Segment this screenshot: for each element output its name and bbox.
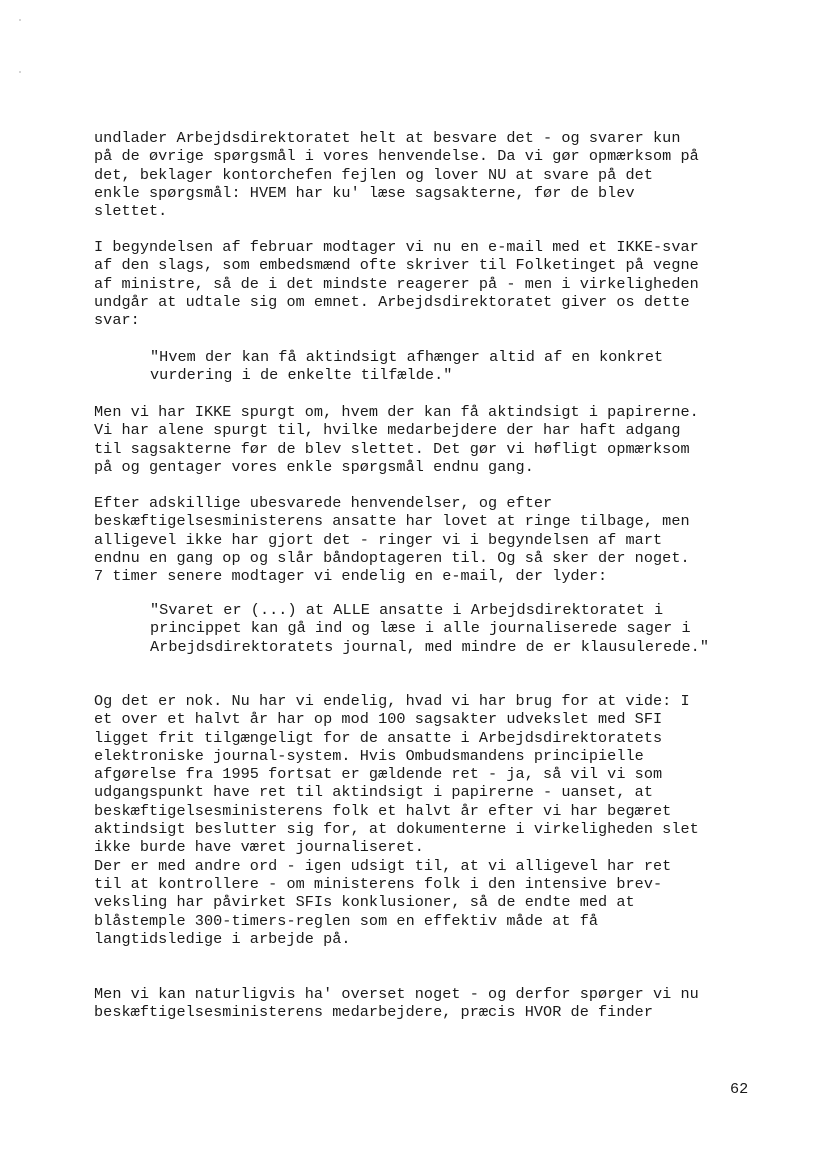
- paragraph-final-question: Men vi kan naturligvis ha' overset noget - og derfor spørger vi nu beskæftigelsesministerens medarbejdere, præcis HVOR de finder: [94, 985, 699, 1022]
- page-number: 62: [730, 1080, 749, 1098]
- scan-speck: [19, 71, 21, 73]
- paragraph-unanswered-requests: Efter adskillige ubesvarede henvendelser, og efter beskæftigelsesministerens ansatte har lovet at ringe tilbage, men alligevel ikke har gjort det - ringer vi i begyndelsen af mart endnu en gang op og slår båndoptageren til. Og så sker der noget. 7 timer senere modtager vi endelig en e-mail, der lyder:: [94, 494, 690, 586]
- scan-speck: [19, 19, 21, 21]
- quote-all-employees: "Svaret er (...) at ALLE ansatte i Arbejdsdirektoratet i princippet kan gå ind og læse i alle journaliserede sager i Arbejdsdirektoratets journal, med mindre de er klausulerede.": [150, 601, 710, 656]
- quote-aktindsigt: "Hvem der kan få aktindsigt afhænger altid af en konkret vurdering i de enkelte tilfælde.": [150, 348, 664, 385]
- paragraph-not-asked: Men vi har IKKE spurgt om, hvem der kan få aktindsigt i papirerne. Vi har alene spurgt til, hvilke medarbejdere der har haft adgang til sagsakterne før de blev slettet. Det gør vi høfligt opmærksom på og gentager vores enkle spørgsmål endnu gang.: [94, 403, 699, 476]
- paragraph-deletion-question: undlader Arbejdsdirektoratet helt at besvare det - og svarer kun på de øvrige spørgsmål i vores henvendelse. Da vi gør opmærksom på det, beklager kontorchefen fejlen og lover NU at svare på det enkle spørgsmål: HVEM har ku' læse sagsakterne, før de blev slettet.: [94, 129, 699, 221]
- paragraph-february-reply: I begyndelsen af februar modtager vi nu en e-mail med et IKKE-svar af den slags, som embedsmænd ofte skriver til Folketinget på vegne af ministre, så de i det mindste reagerer på - men i virkeligheden undgår at udtale sig om emnet. Arbejdsdirektoratet giver os dette svar:: [94, 238, 699, 330]
- paragraph-conclusion: Og det er nok. Nu har vi endelig, hvad vi har brug for at vide: I et over et halvt år har op mod 100 sagsakter udvekslet med SFI ligget frit tilgængeligt for de ansatte i Arbejdsdirektoratets elektroniske journal-system. Hvis Ombudsmandens principielle afgørelse fra 1995 fortsat er gældende ret - ja, så vil vi som udgangspunkt have ret til aktindsigt i papirerne - uanset, at beskæftigelsesministerens folk et halvt år efter vi har begæret aktindsigt beslutter sig for, at dokumenterne i virkeligheden slet ikke burde have været journaliseret. Der er med andre ord - igen udsigt til, at vi alligevel har ret til at kontrollere - om ministerens folk i den intensive brev- veksling har påvirket SFIs konklusioner, så de endte med at blåstemple 300-timers-reglen som en effektiv måde at få langtidsledige i arbejde på.: [94, 692, 699, 948]
